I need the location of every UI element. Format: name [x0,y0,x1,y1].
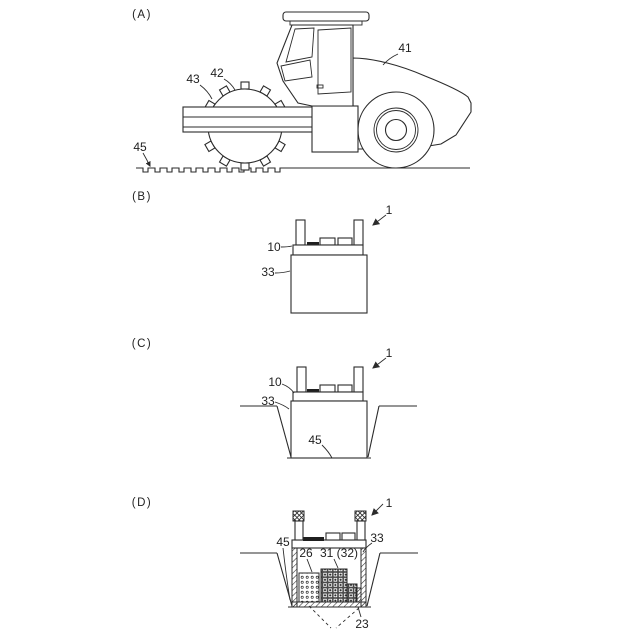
label-45a: 45 [133,140,147,154]
case-wall-right [361,548,366,607]
leader-43 [200,85,212,99]
label-45d: 45 [276,535,290,549]
case-wall-bottom [292,602,366,607]
label-33b: 33 [261,265,275,279]
lid-fitting-left [320,238,335,245]
panel-a-tag: (A) [132,9,152,21]
leader-45a [143,153,150,166]
hub [386,120,407,141]
leader-23 [358,607,361,617]
pit-slope-right [367,553,380,606]
leader-10c [282,384,294,393]
label-1b: 1 [385,203,393,217]
label-41: 41 [398,41,412,55]
drum-pad [241,163,249,170]
pit-slope-right [368,406,379,457]
label-33d: 33 [370,531,384,545]
lid-fitting-left [320,385,335,392]
rear-wheel [358,92,434,168]
post-right [354,220,363,245]
block-26 [299,573,319,602]
arrow-1d [372,504,383,515]
machine-chassis [312,106,358,152]
arrow-1c [373,358,386,368]
device-b [291,220,367,313]
label-1c: 1 [385,346,393,360]
label-1d: 1 [385,496,393,510]
label-10b: 10 [267,240,281,254]
panel-b [132,191,393,313]
label-23: 23 [355,617,369,631]
post-left [296,220,305,245]
panel-a [132,9,471,172]
panel-b-tag: (B) [132,191,152,203]
label-33c: 33 [261,394,275,408]
case [291,401,367,458]
post-right [354,367,363,392]
device-d [292,511,366,628]
arrow-1b [373,215,386,225]
leader-31-32 [334,559,338,568]
post-cap-right [355,511,366,521]
dash-left [309,606,331,628]
cab-body [277,25,353,106]
lid-strip [303,537,324,541]
leader-45d [283,548,290,600]
panel-c [132,338,417,458]
pit-slope-left [277,406,291,457]
drum-pad [241,82,249,89]
label-10c: 10 [268,375,282,389]
panel-d-tag: (D) [131,497,153,509]
ground-line-notched [136,168,470,172]
lid-fitting-right [338,385,352,392]
column-23 [356,588,361,602]
lid [293,245,363,255]
post-right [357,521,365,540]
block-31-tall [321,569,347,602]
cab-roof [283,12,369,21]
frame-bar [183,107,333,132]
lid-fitting-left [326,533,340,540]
panel-d [132,496,418,631]
lid-fitting-right [338,238,352,245]
leader-33b [275,271,290,273]
label-43: 43 [186,72,200,86]
drum-frame [183,107,333,132]
roof-trim [290,21,362,25]
leader-26 [307,559,312,572]
case-wall-left [292,548,297,607]
device-c [291,367,367,458]
post-left [297,367,306,392]
leader-10b [281,246,292,247]
case [291,255,367,313]
label-45c: 45 [308,433,322,447]
panel-c-tag: (C) [131,338,153,350]
label-42: 42 [210,66,224,80]
post-cap-left [293,511,304,521]
lid [293,392,363,401]
post-left [295,521,303,540]
lid-fitting-right [342,533,355,540]
label-31-32: 31 (32) [319,546,359,560]
label-26: 26 [299,546,313,560]
